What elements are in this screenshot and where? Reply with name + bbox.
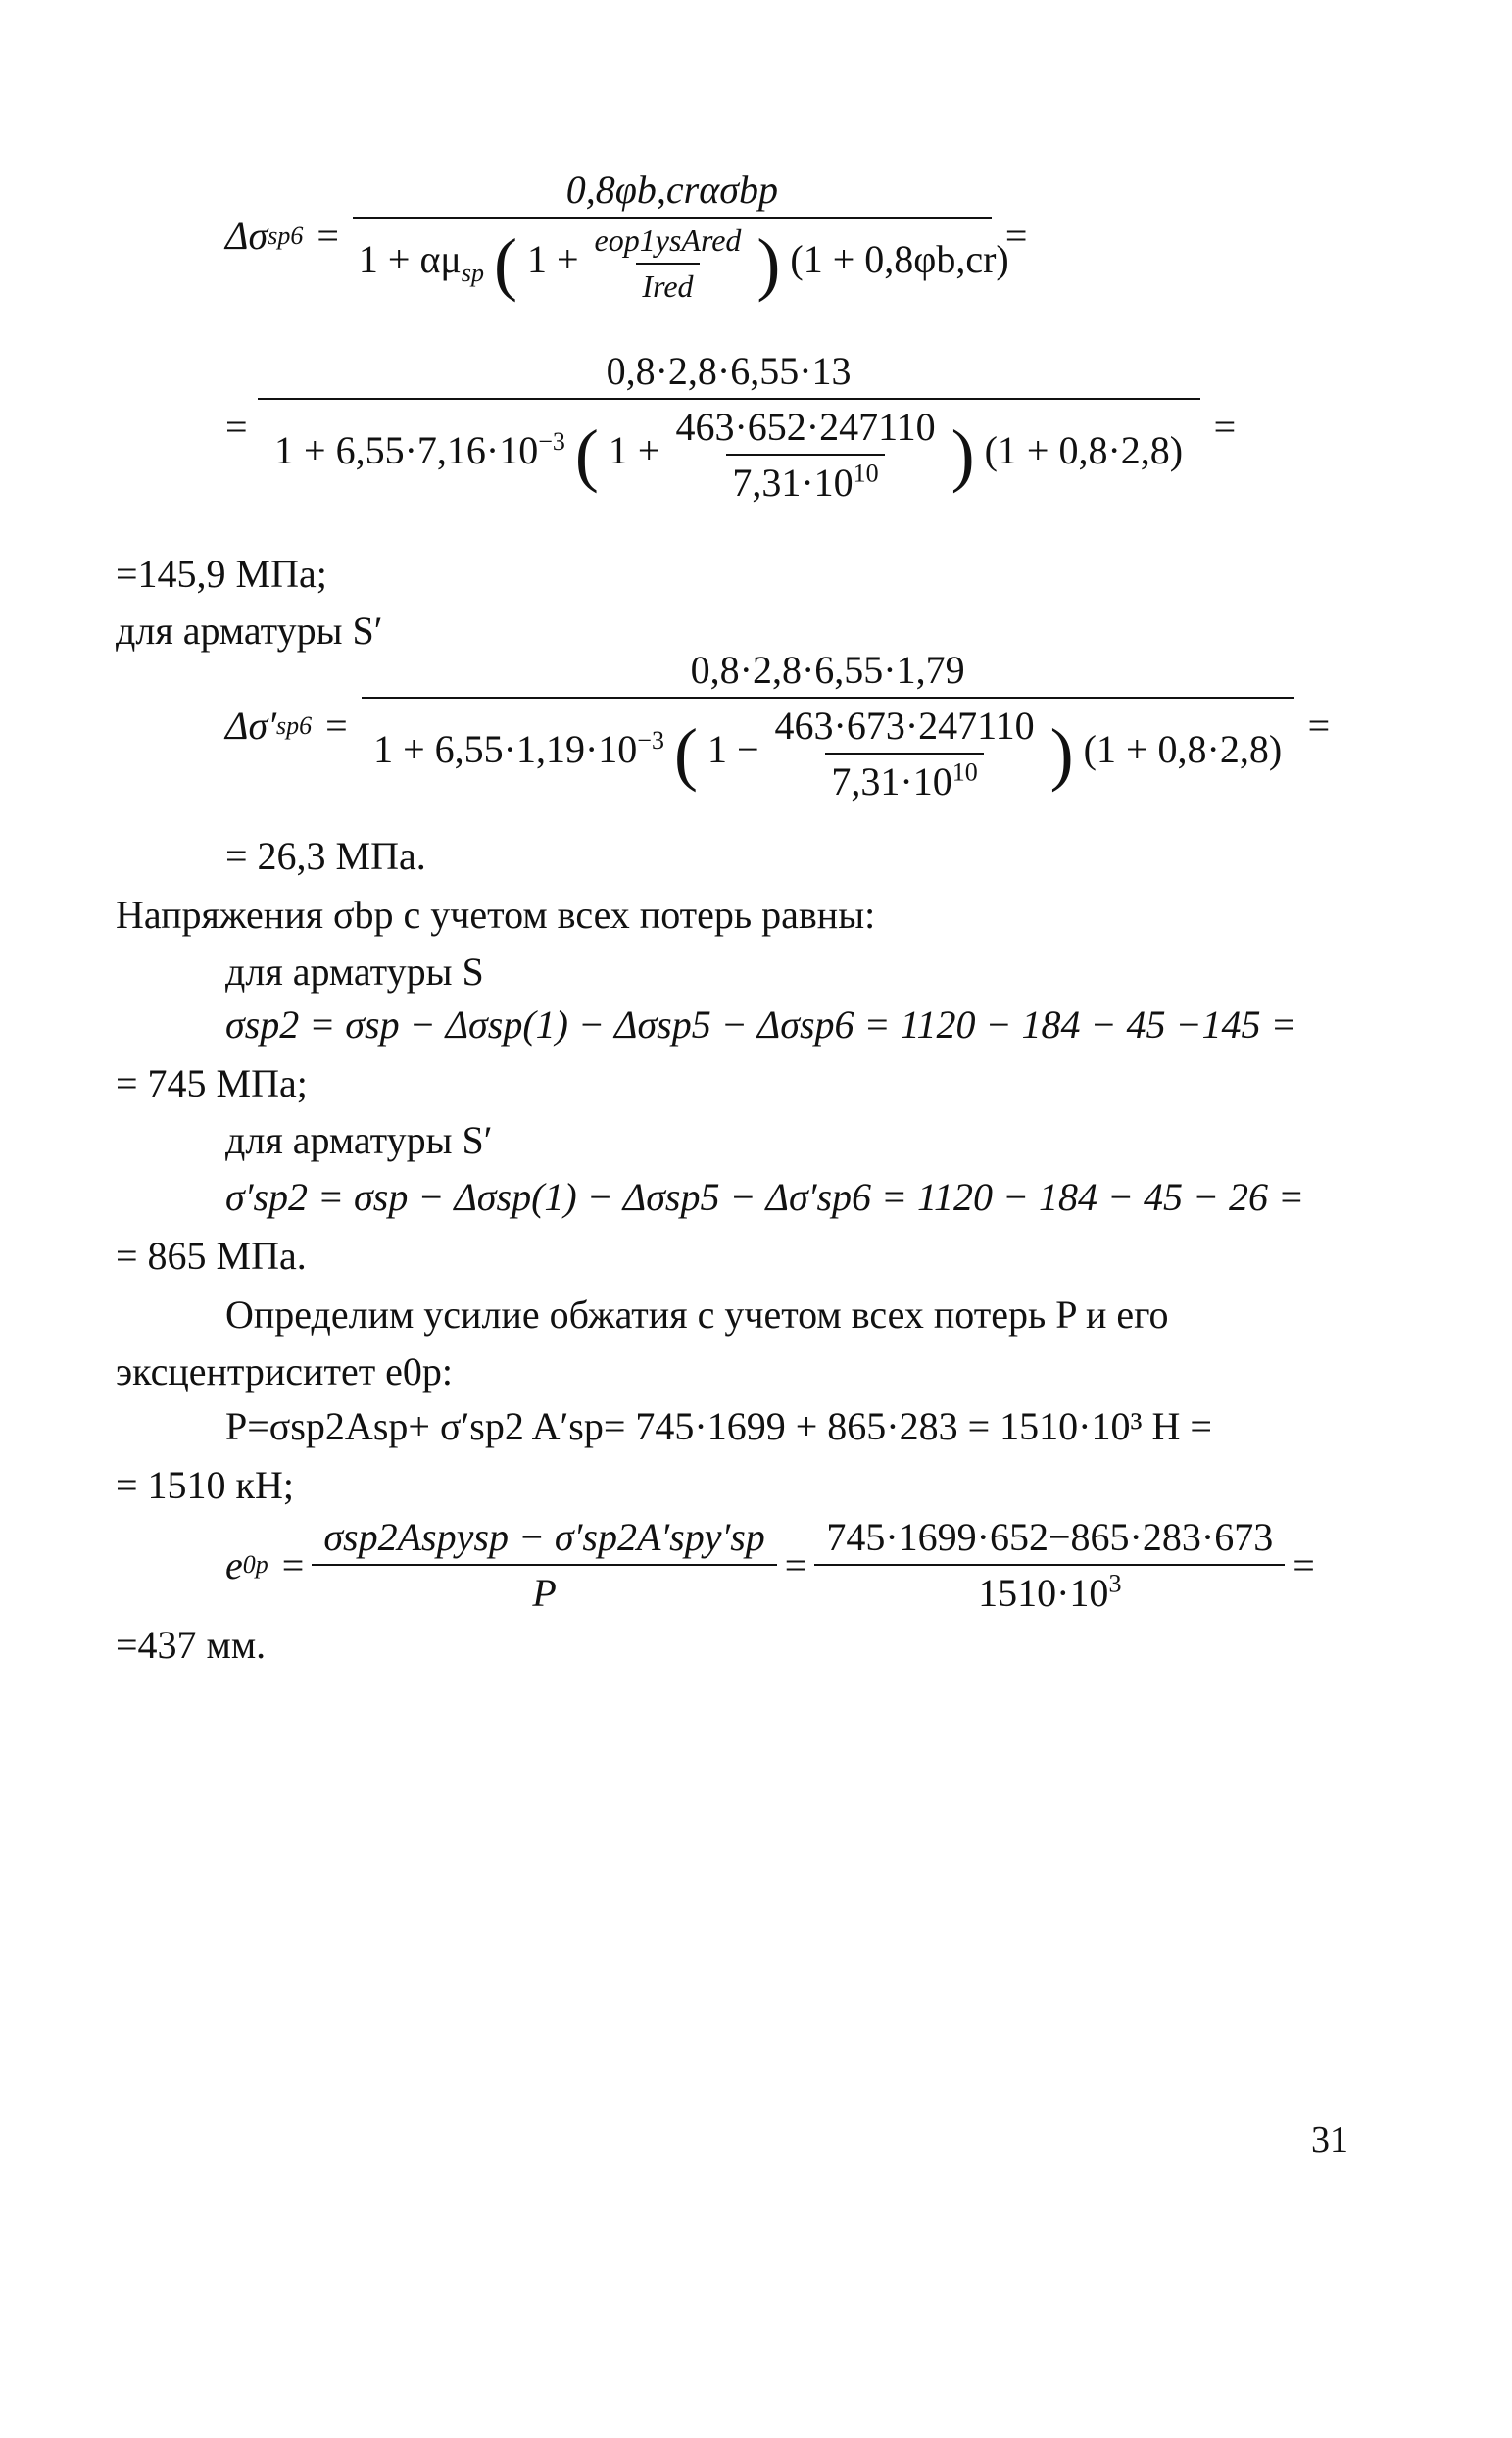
f2-paren-close: ) <box>951 415 975 494</box>
f3-den-inner: 1 − <box>707 727 759 772</box>
f2-den-a-exp: −3 <box>538 426 565 456</box>
f2-fraction <box>258 348 1200 506</box>
f2-inner-num: 463·652·247110 <box>675 405 936 449</box>
formula-delta-sigma-sp6: Δσ sp6 = 0,8φb,crασbp $1 + \alpha\mu_{sp}$ ( 1 + $\frac{\text{eop1ysAred}}{\text{Ired}}$ ) (1 + 0,8φb,cr) = <box>225 168 1028 304</box>
f4-fraction-symbolic <box>317 1514 770 1616</box>
f3-numerator: 0,8·2,8·6,55·1,79 <box>690 648 965 692</box>
stresses-intro: Напряжения σbp с учетом всех потерь равны: <box>116 893 876 937</box>
for-S: для арматуры S <box>225 950 484 994</box>
f1-paren-close: ) <box>756 224 781 303</box>
f3-inner-den-exp: 10 <box>951 757 978 787</box>
f4-num-sym: σsp2Aspysp − σ′sp2A′spy′sp <box>323 1515 765 1559</box>
f2-denominator <box>258 398 1200 506</box>
result-2: = 26,3 МПа. <box>225 834 426 878</box>
f3-eq: = <box>325 704 348 748</box>
f2-inner-den-exp: 10 <box>853 459 879 488</box>
f1-inner-den: Ired <box>636 263 699 305</box>
for-S-prime-2: для арматуры S′ <box>225 1118 493 1162</box>
f3-tail: = <box>1307 704 1331 748</box>
define-line-1: Определим усилие обжатия с учетом всех потерь P и его <box>225 1292 1169 1337</box>
f3-denominator <box>362 697 1294 805</box>
f4-eq-1: = <box>281 1542 305 1587</box>
f2-den-inner: 1 + <box>608 428 660 473</box>
f4-den-sym: P <box>312 1564 776 1616</box>
f3-paren-open: ( <box>673 714 698 793</box>
f3-inner-fraction <box>769 703 1041 805</box>
f1-den-a: 1 + αμ <box>358 237 462 282</box>
f4-tail: = <box>1293 1542 1315 1587</box>
f4-lhs: e <box>225 1542 243 1587</box>
f4-den-val-exp: 3 <box>1108 1569 1122 1598</box>
f3-paren-close: ) <box>1049 714 1074 793</box>
f2-paren-open: ( <box>574 415 599 494</box>
f3-den-a: 1 + 6,55·1,19·10 <box>373 727 638 772</box>
f1-fraction <box>353 167 1009 305</box>
formula-e0p: e 0p = $\frac{\text{σsp2Aspysp − σ′sp2A′spy′sp}}{P}$ = $\frac{745\cdot 1699\cdot 652-865\cdot 283\cdot 673}{1510\cdot 10^3}$ = <box>225 1515 1315 1615</box>
f1-den-a-sub: sp <box>461 259 484 288</box>
f1-inner-fraction <box>589 222 748 305</box>
f1-paren-open: ( <box>493 224 517 303</box>
result-1: =145,9 МПа; <box>116 552 327 596</box>
formula-delta-sigma-prime-sp6: Δσ′ sp6 = 0,8·2,8·6,55·1,79 $1 + 6,55\cdot 1,19\cdot 10^{-3}$ ( 1 − $\frac{463\cdot 673\cdot 247110}{7,31\cdot 10^{10}}$ ) (1 + 0,8·2,8) = <box>225 648 1331 804</box>
f1-denominator <box>353 217 1009 305</box>
f2-tail: = <box>1213 405 1237 449</box>
f3-inner-den-base: 7,31·10 <box>831 759 952 804</box>
sigma-sp2-result: = 745 МПа; <box>116 1061 308 1105</box>
f3-inner-num: 463·673·247110 <box>774 704 1035 748</box>
sigma-sp2-line: σsp2 = σsp − Δσsp(1) − Δσsp5 − Δσsp6 = 1120 − 184 − 45 −145 = <box>225 1002 1297 1047</box>
P-line: P=σsp2Asp+ σ′sp2 A′sp= 745·1699 + 865·283 = 1510·10³ Н = <box>225 1404 1212 1448</box>
for-S-prime: для арматуры S′ <box>116 609 383 653</box>
formula-delta-sigma-sp6-numeric <box>225 348 1236 506</box>
f4-den-val-base: 1510·10 <box>978 1571 1109 1615</box>
e-result: =437 мм. <box>116 1623 267 1667</box>
f2-inner-den-base: 7,31·10 <box>732 461 854 505</box>
f2-numerator: 0,8·2,8·6,55·13 <box>606 349 852 393</box>
f1-eq: = <box>317 214 339 258</box>
f2-den-a: 1 + 6,55·7,16·10 <box>274 428 539 473</box>
f2-inner-fraction <box>669 404 941 506</box>
f1-lhs: Δσ <box>225 214 268 258</box>
define-line-2: эксцентриситет e0p: <box>116 1349 454 1393</box>
sigma-sp2-prime-line: σ′sp2 = σsp − Δσsp(1) − Δσsp5 − Δσ′sp6 = 1120 − 184 − 45 − 26 = <box>225 1175 1304 1219</box>
page-number: 31 <box>1311 2120 1348 2161</box>
f1-den-b: (1 + 0,8φb,cr) <box>790 237 1009 282</box>
f4-eq-2: = <box>784 1542 807 1587</box>
f3-den-a-exp: −3 <box>637 725 664 755</box>
f1-tail: = <box>1004 214 1028 258</box>
f3-fraction <box>362 647 1294 805</box>
f3-den-b: (1 + 0,8·2,8) <box>1083 727 1283 772</box>
f3-inner-den <box>825 753 983 805</box>
P-result: = 1510 кН; <box>116 1463 294 1507</box>
f1-inner-num: eop1ysAred <box>594 222 742 258</box>
sigma-sp2-prime-result: = 865 МПа. <box>116 1234 307 1278</box>
f1-den-inner: 1 + <box>526 237 579 282</box>
f3-lhs: Δσ′ <box>225 704 276 748</box>
f1-numerator: 0,8φb,crασbp <box>565 168 778 212</box>
f2-eq: = <box>225 405 248 449</box>
f4-den-val <box>814 1564 1285 1616</box>
f4-num-val: 745·1699·652−865·283·673 <box>826 1515 1274 1559</box>
f2-den-b: (1 + 0,8·2,8) <box>984 428 1184 473</box>
f4-fraction-numeric <box>820 1514 1279 1616</box>
f2-inner-den <box>726 454 884 506</box>
